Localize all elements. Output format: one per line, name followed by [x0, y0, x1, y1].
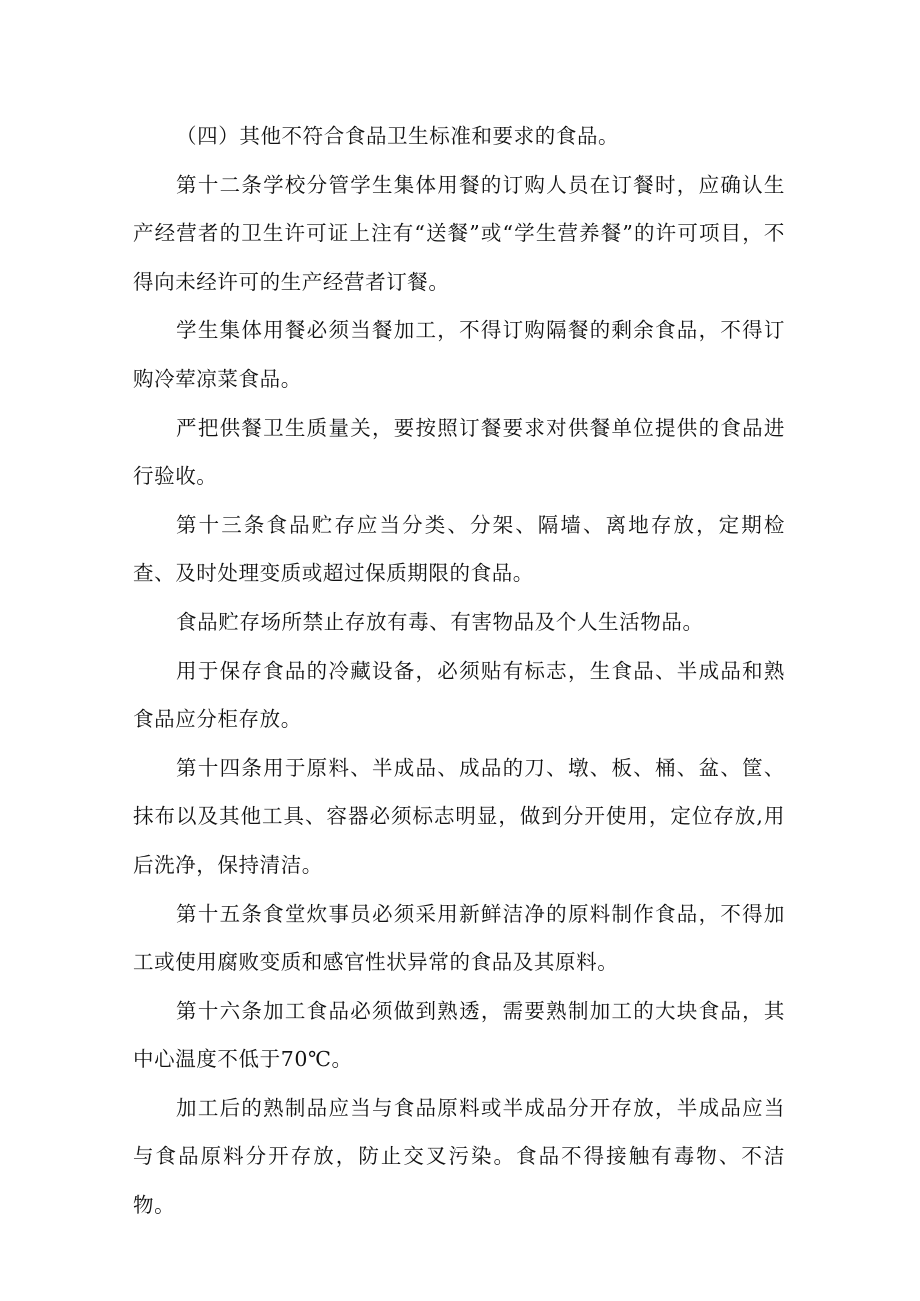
paragraph-article-13: 第十三条食品贮存应当分类、分架、隔墙、离地存放，定期检查、及时处理变质或超过保质期限的食品。 — [133, 512, 785, 586]
paragraph-refrigeration: 用于保存食品的冷藏设备，必须贴有标志，生食品、半成品和熟食品应分柜存放。 — [133, 658, 785, 732]
paragraph-article-16: 第十六条加工食品必须做到熟透，需要熟制加工的大块食品，其中心温度不低于70℃。 — [133, 998, 785, 1072]
document-body — [133, 112, 785, 1230]
paragraph-same-meal: 学生集体用餐必须当餐加工，不得订购隔餐的剩余食品，不得订购冷荤凉菜食品。 — [133, 318, 785, 391]
paragraph-item-4: （四）其他不符合食品卫生标准和要求的食品。 — [176, 124, 620, 148]
paragraph-article-12: 第十二条学校分管学生集体用餐的订购人员在订餐时，应确认生产经营者的卫生许可证上注有“送餐”或“学生营养餐”的许可项目，不得向未经许可的生产经营者订餐。 — [133, 172, 785, 294]
paragraph-quality-check: 严把供餐卫生质量关，要按照订餐要求对供餐单位提供的食品进行验收。 — [133, 415, 785, 489]
paragraph-storage-prohibition: 食品贮存场所禁止存放有毒、有害物品及个人生活物品。 — [176, 609, 704, 634]
paragraph-cross-contamination: 加工后的熟制品应当与食品原料或半成品分开存放，半成品应当与食品原料分开存放，防止交叉污染。食品不得接触有毒物、不洁物。 — [133, 1095, 785, 1218]
paragraph-article-14: 第十四条用于原料、半成品、成品的刀、墩、板、桶、盆、筐、抹布以及其他工具、容器必须标志明显，做到分开使用，定位存放,用后洗净，保持清洁。 — [133, 755, 785, 877]
paragraph-article-15: 第十五条食堂炊事员必须采用新鲜洁净的原料制作食品，不得加工或使用腐败变质和感官性状异常的食品及其原料。 — [133, 901, 785, 975]
